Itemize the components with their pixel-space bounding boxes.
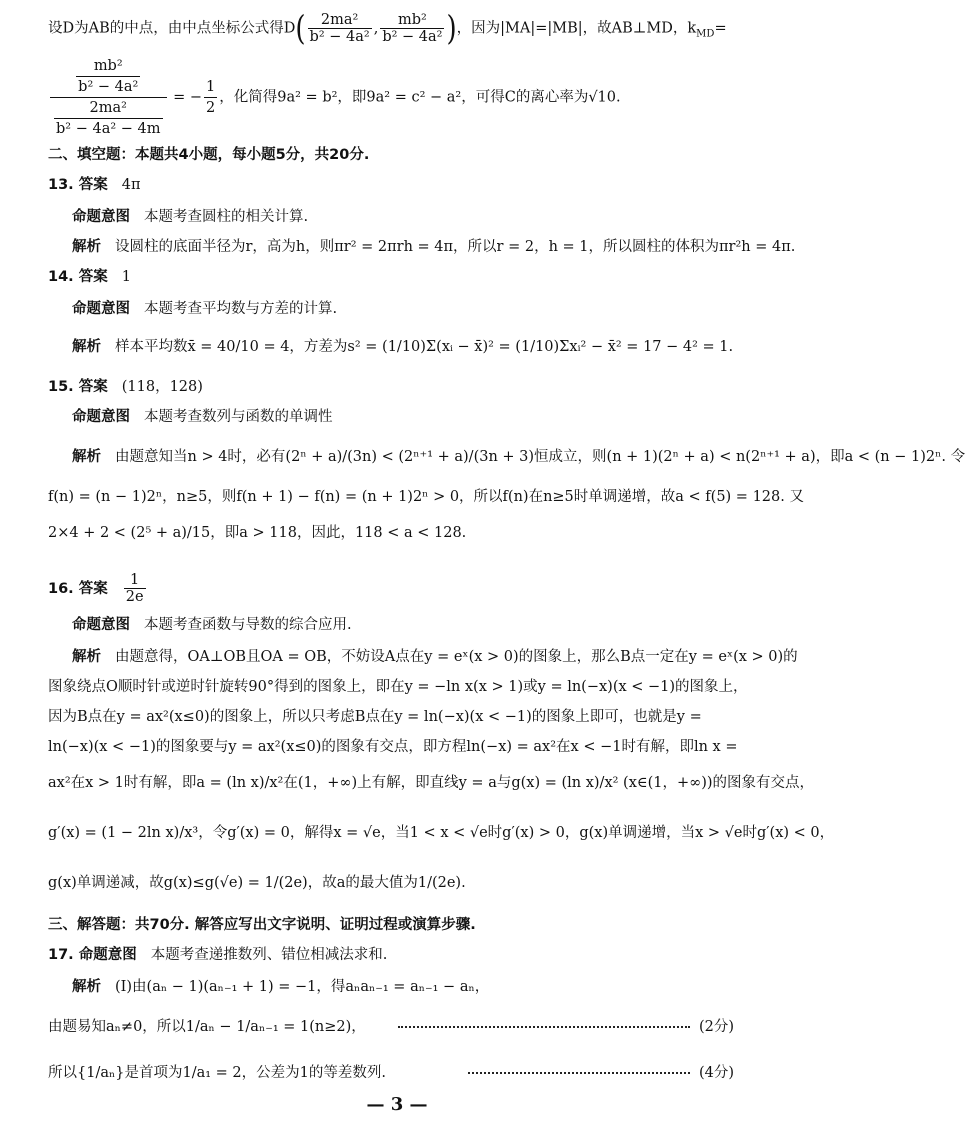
q13-solution-label: 解析 [72,239,101,255]
q14-answer: 1 [121,269,131,285]
q15-intent-label: 命题意图 [72,409,130,425]
q15-solution-label: 解析 [72,449,101,465]
fraction-d-x: $\frac{\text{2ma²}}{\text{b² − 4a²}}$ [309,12,370,45]
q15-solution-line [72,446,965,468]
leader-dots [398,1026,690,1028]
equals-sign: = [714,20,727,37]
q14-label: 14. 答案 [48,269,108,285]
q13-intent: 本题考查圆柱的相关计算. [144,209,309,225]
q16-solution-1: 由题意得，OA⊥OB且OA = OB，不妨设A点在y = eˣ(x > 0)的图象上，那么B点一定在y = eˣ(x > 0)的 [115,649,798,665]
q15-answer: (118，128) [121,379,203,395]
q13-intent-label: 命题意图 [72,209,130,225]
q17-intent: 本题考查递推数列、错位相减法求和. [150,947,388,963]
q14-answer-line [48,266,764,288]
q13-label: 13. 答案 [48,177,108,193]
q16-answer: $\frac{1}{2e}$ [125,572,144,605]
leader-dots [468,1072,690,1074]
q14-solution-label: 解析 [72,339,101,355]
q14-intent-label: 命题意图 [72,301,130,317]
score-2: (2分) [698,1019,734,1035]
q13-solution: 设圆柱的底面半径为r，高为h，则πr² = 2πrh = 4π，所以r = 2，h = 1，所以圆柱的体积为πr²h = 4π. [115,239,796,255]
q13-answer-line [48,174,764,196]
q13-solution-line [72,236,796,258]
q14-solution: 样本平均数x̄ = 40/10 = 4，方差为s² = (1/10)Σ(xᵢ − x̄)² = (1/10)Σxᵢ² − x̄² = 17 − 4² = 1. [115,339,734,355]
q15-solution-2: f(n) = (n − 1)2ⁿ，n≥5，则f(n + 1) − f(n) = (n + 1)2ⁿ > 0，所以f(n)在n≥5时单调递增，故a < f(5) = 128. 又 [48,489,804,505]
q16-solution-2: 图象绕点O顺时针或逆时针旋转90°得到的图象上，即在y = −ln x(x > 1)或y = ln(−x)(x < −1)的图象上， [48,679,748,695]
section-answers: 三、解答题：共70分. 解答应写出文字说明、证明过程或演算步骤. [48,917,476,933]
q17-intent-line [48,944,764,966]
q14-solution-line [72,336,764,358]
line-slope-equation: $\frac{\frac{\text{mb²}}{\text{b² − 4a²}}}{\frac{\text{2ma²}}{\text{b² − 4a² − 4m}}}$ = − $\frac{1}{2}$ ，化简得9a² = b²，即9a² = c² − a²，可得C的离心率为√10. [48,56,621,139]
q16-solution-3: 因为B点在y = ax²(x≤0)的图象上，所以只考虑B点在y = ln(−x)(x < −1)的图象上即可，也就是y = [48,709,702,725]
q16-solution-7: g(x)单调递减，故g(x)≤g(√e) = 1/(2e)，故a的最大值为1/(2e). [48,875,466,891]
fraction-slope: $\frac{\frac{\text{mb²}}{\text{b² − 4a²}}}{\frac{\text{2ma²}}{\text{b² − 4a² − 4m}}}$ [50,56,167,139]
q16-intent-line [72,614,764,636]
section-fill-in: 二、填空题：本题共4小题，每小题5分，共20分. [48,147,370,163]
subscript-md: MD [696,28,715,40]
q16-answer-line [48,572,764,605]
q16-label: 16. 答案 [48,580,108,597]
fraction-d-y: $\frac{\text{mb²}}{\text{b² − 4a²}}$ [382,12,443,45]
line-midpoint: 设D为AB的中点，由中点坐标公式得D( $\frac{\text{2ma²}}{\text{b² − 4a²}}$ , $\frac{\text{mb²}}{\text{b² − 4a²}}$ )，因为|MA|=|MB|，故AB⊥MD，$k_{MD}=$ [48,9,727,49]
q17-label: 17. 命题意图 [48,947,137,963]
q13-answer: 4π [121,177,141,193]
q17-solution-label: 解析 [72,979,101,995]
text-eccentricity: 化简得9a² = b²，即9a² = c² − a²，可得C的离心率为√10. [233,89,621,106]
q17-solution-3-line [48,1062,764,1084]
q15-answer-line [48,376,764,398]
q17-solution-3: 所以{1/aₙ}是首项为1/a₁ = 2，公差为1的等差数列. [48,1065,386,1081]
q13-intent-line [72,206,764,228]
q15-solution-1: 由题意知当n > 4时，必有(2ⁿ + a)/(3n) < (2ⁿ⁺¹ + a)/(3n + 3)恒成立，则(n + 1)(2ⁿ + a) < n(2ⁿ⁺¹ + a)，即a < (n − 1)2ⁿ. 令 [115,449,965,465]
q15-intent-line [72,406,764,428]
q16-solution-line [72,646,798,668]
fraction-half: $\frac{1}{2}$ [206,79,216,116]
equals-negative: = − [173,89,203,106]
score-4: (4分) [698,1065,734,1081]
q15-label: 15. 答案 [48,379,108,395]
q17-solution-line [72,976,764,998]
q16-solution-label: 解析 [72,649,101,665]
q15-solution-3: 2×4 + 2 < (2⁵ + a)/15，即a > 118，因此，118 < a < 128. [48,525,467,541]
q17-solution-2: 由题易知aₙ≠0，所以1/aₙ − 1/aₙ₋₁ = 1(n≥2)， [48,1019,366,1035]
q16-intent-label: 命题意图 [72,617,130,633]
q16-solution-4: ln(−x)(x < −1)的图象要与y = ax²(x≤0)的图象有交点，即方程ln(−x) = ax²在x < −1时有解，即ln x = [48,739,738,755]
q15-intent: 本题考查数列与函数的单调性 [144,409,333,425]
page-number: — 3 — [366,1094,428,1115]
q16-solution-5: ax²在x > 1时有解，即a = (ln x)/x²在(1，+∞)上有解，即直线y = a与g(x) = (ln x)/x² (x∈(1，+∞))的图象有交点， [48,775,815,791]
q16-solution-6: g′(x) = (1 − 2ln x)/x³，令g′(x) = 0，解得x = √e，当1 < x < √e时g′(x) > 0，g(x)单调递增，当x > √e时g′(x) < 0， [48,825,835,841]
text-midpoint-intro: 设D为AB的中点，由中点坐标公式得D [48,20,296,37]
q17-solution-1: (Ⅰ)由(aₙ − 1)(aₙ₋₁ + 1) = −1，得aₙaₙ₋₁ = aₙ₋₁ − aₙ， [115,979,490,995]
text-perpendicular: 因为|MA|=|MB|，故AB⊥MD，k [471,20,697,37]
q17-solution-2-line [48,1016,764,1038]
q14-intent-line [72,298,764,320]
q16-intent: 本题考查函数与导数的综合应用. [144,617,352,633]
q14-intent: 本题考查平均数与方差的计算. [144,301,338,317]
